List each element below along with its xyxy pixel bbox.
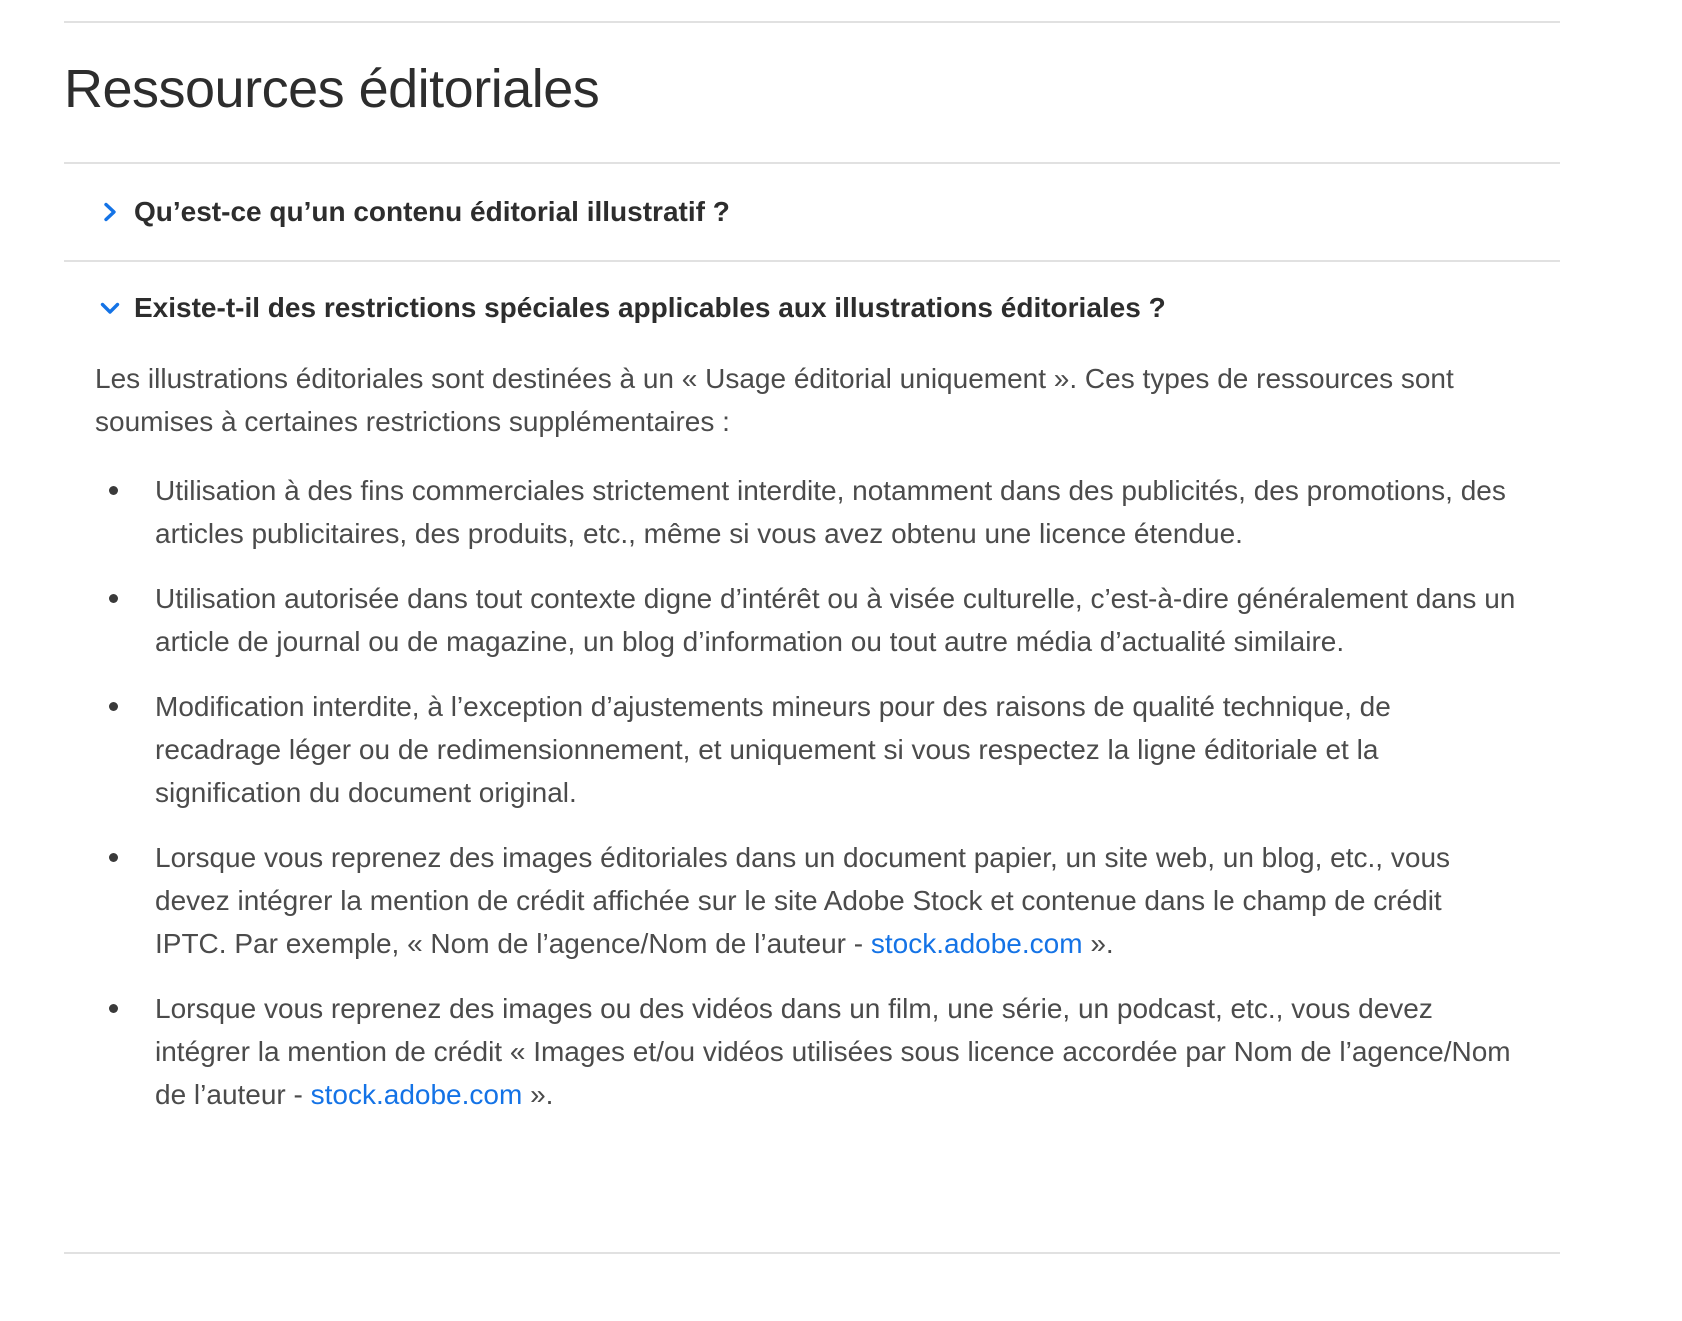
accordion-panel xyxy=(64,357,1560,1116)
divider xyxy=(64,1252,1560,1254)
list-item-text: Utilisation à des fins commerciales strictement interdite, notamment dans des publicités, des promotions, des articles publicitaires, des produits, etc., même si vous avez obtenu une licence étendue. xyxy=(155,474,1506,549)
list-item-text: ». xyxy=(1082,927,1114,959)
page-title: Ressources éditoriales xyxy=(64,59,600,119)
restrictions-list xyxy=(95,469,1520,1116)
intro-paragraph: Les illustrations éditoriales sont destinées à un « Usage éditorial uniquement ». Ces types de ressources sont soumises à certaines restrictions supplémentaires : xyxy=(95,362,1454,437)
accordion-header[interactable] xyxy=(64,164,1560,260)
list-item xyxy=(95,469,1520,555)
divider xyxy=(64,21,1560,23)
chevron-right-icon xyxy=(98,200,122,224)
stock-adobe-link[interactable]: stock.adobe.com xyxy=(310,1078,523,1110)
faq-page xyxy=(64,21,1560,1254)
stock-adobe-link[interactable]: stock.adobe.com xyxy=(870,927,1083,959)
list-item xyxy=(95,836,1520,965)
accordion-item-editorial-content xyxy=(64,164,1560,260)
accordion-question: Qu’est-ce qu’un contenu éditorial illustratif ? xyxy=(134,195,730,227)
list-item xyxy=(95,987,1520,1116)
list-item-text: Modification interdite, à l’exception d’ajustements mineurs pour des raisons de qualité technique, de recadrage léger ou de redimensionnement, et uniquement si vous respectez la ligne éditoriale et la signification du document original. xyxy=(155,690,1391,808)
list-item xyxy=(95,577,1520,663)
list-item xyxy=(95,685,1520,814)
list-item-text: ». xyxy=(522,1078,554,1110)
list-item-text: Lorsque vous reprenez des images ou des vidéos dans un film, une série, un podcast, etc., vous devez intégrer la mention de crédit « Images et/ou vidéos utilisées sous licence accordée par Nom de l’agence/Nom de l’auteur - xyxy=(155,992,1511,1110)
accordion-item-editorial-restrictions xyxy=(64,262,1560,1115)
accordion-question: Existe-t-il des restrictions spéciales applicables aux illustrations éditoriales ? xyxy=(134,292,1166,324)
list-item-text: Utilisation autorisée dans tout contexte digne d’intérêt ou à visée culturelle, c’est-à-dire généralement dans un article de journal ou de magazine, un blog d’information ou tout autre média d’actualité similaire. xyxy=(155,582,1516,657)
chevron-down-icon xyxy=(98,296,122,320)
list-item-text: Lorsque vous reprenez des images éditoriales dans un document papier, un site web, un blog, etc., vous devez intégrer la mention de crédit affichée sur le site Adobe Stock et contenue dans le champ de crédit IPTC. Par exemple, « Nom de l’agence/Nom de l’auteur - xyxy=(155,841,1451,959)
accordion-header[interactable] xyxy=(64,262,1560,326)
